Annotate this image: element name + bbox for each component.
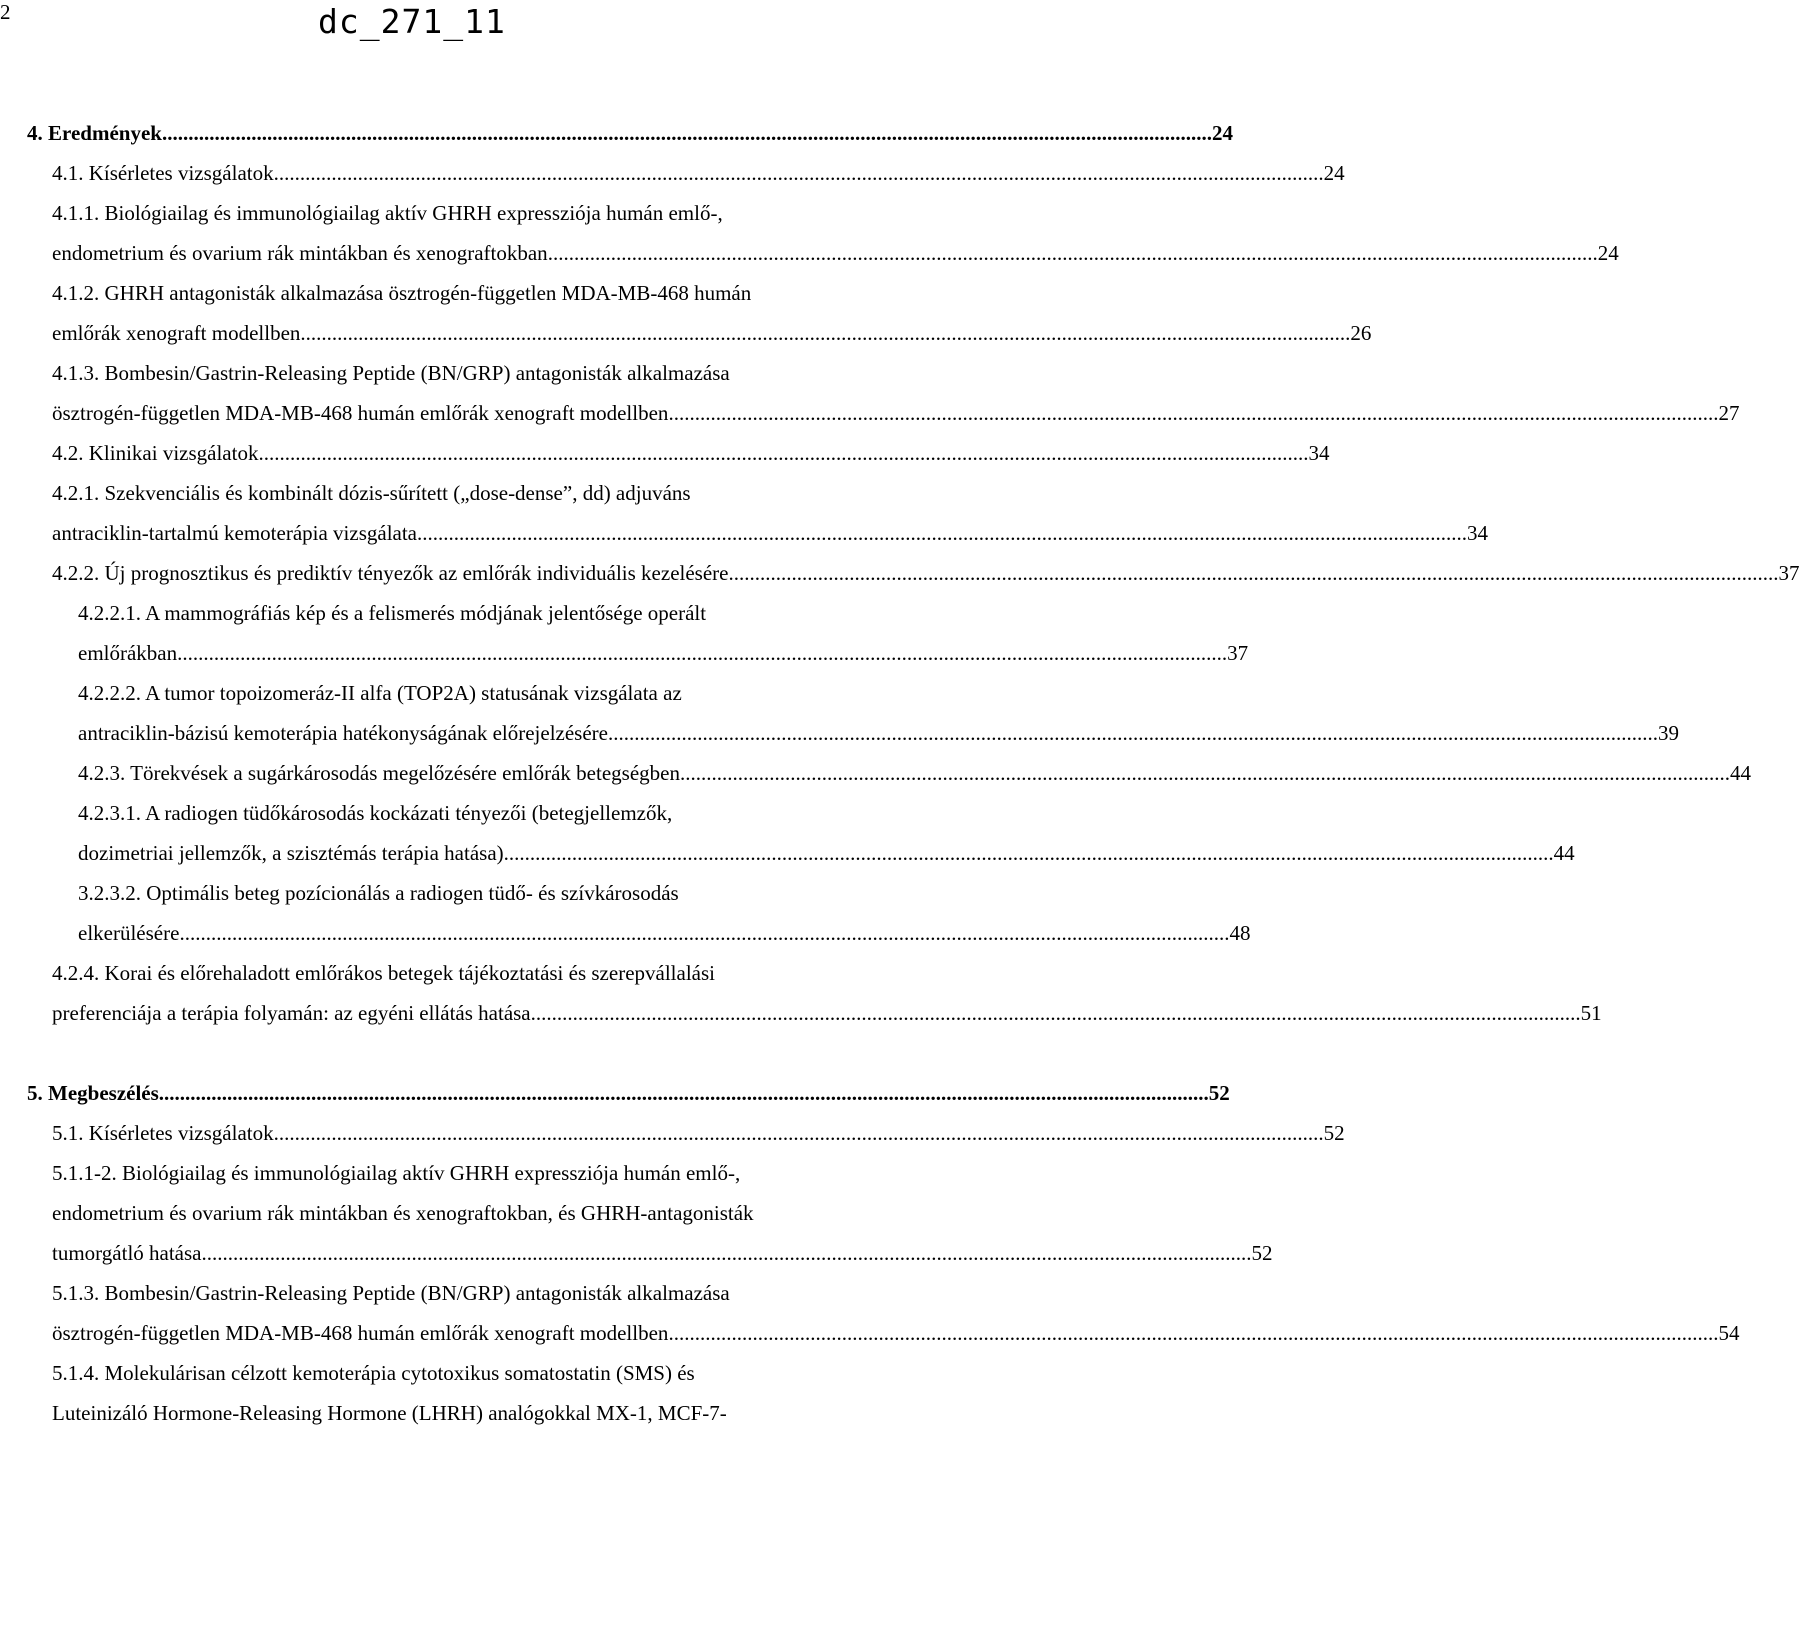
- page-number: 2: [0, 0, 11, 24]
- toc-leader-dots: ........................................................................................................................................................................................................: [273, 1121, 1324, 1145]
- toc-entry-title: ösztrogén-független MDA-MB-468 humán emlőrák xenograft modellben: [52, 401, 669, 425]
- toc-entry-title: tumorgátló hatása: [52, 1241, 202, 1265]
- toc-leader-dots: ........................................................................................................................................................................................................: [530, 1001, 1581, 1025]
- toc-page-number: 24: [1211, 121, 1233, 145]
- toc-entry-title: 4.1.1. Biológiailag és immunológiailag aktív GHRH expressziója humán emlő-,: [52, 201, 723, 225]
- toc-entry[interactable]: [52, 518, 1488, 548]
- toc-entry-title: elkerülésére: [78, 921, 180, 945]
- toc-leader-dots: ........................................................................................................................................................................................................: [607, 721, 1658, 745]
- toc-page-number: 44: [1553, 841, 1575, 865]
- toc-entry[interactable]: [27, 118, 1233, 148]
- toc-entry-title: 4.2.3. Törekvések a sugárkárosodás megelőzésére emlőrák betegségben: [78, 761, 680, 785]
- toc-entry-title: 4.2.4. Korai és előrehaladott emlőrákos betegek tájékoztatási és szerepvállalási: [52, 961, 715, 985]
- toc-page-number: 24: [1323, 161, 1345, 185]
- toc-entry-title: antraciklin-tartalmú kemoterápia vizsgálata: [52, 521, 417, 545]
- toc-entry-title: emlőrákban: [78, 641, 178, 665]
- toc-leader-dots: ........................................................................................................................................................................................................: [668, 401, 1719, 425]
- toc-entry[interactable]: [52, 198, 910, 228]
- toc-entry[interactable]: [52, 1398, 910, 1428]
- toc-entry-title: Luteinizáló Hormone-Releasing Hormone (LHRH) analógokkal MX-1, MCF-7-: [52, 1401, 727, 1425]
- toc-entry[interactable]: [52, 318, 1372, 348]
- toc-entry-title: dozimetriai jellemzők, a szisztémás terápia hatása): [78, 841, 504, 865]
- toc-entry-title: 5.1. Kísérletes vizsgálatok: [52, 1121, 274, 1145]
- toc-entry-title: 4.2.1. Szekvenciális és kombinált dózis-sűrített („dose-dense”, dd) adjuváns: [52, 481, 691, 505]
- toc-entry[interactable]: [52, 1278, 910, 1308]
- toc-entry[interactable]: [52, 1118, 1345, 1148]
- toc-entry[interactable]: [52, 478, 910, 508]
- toc-page-number: 48: [1229, 921, 1251, 945]
- toc-entry[interactable]: [27, 1078, 1230, 1108]
- toc-leader-dots: ........................................................................................................................................................................................................: [177, 641, 1228, 665]
- toc-entry-title: endometrium és ovarium rák mintákban és xenograftokban, és GHRH-antagonisták: [52, 1201, 754, 1225]
- toc-leader-dots: ........................................................................................................................................................................................................: [300, 321, 1351, 345]
- toc-leader-dots: ........................................................................................................................................................................................................: [179, 921, 1230, 945]
- toc-page-number: 34: [1308, 441, 1330, 465]
- toc-entry-title: 4.2.2.2. A tumor topoizomeráz-II alfa (TOP2A) statusának vizsgálata az: [78, 681, 682, 705]
- toc-page-number: 44: [1729, 761, 1751, 785]
- toc-leader-dots: ........................................................................................................................................................................................................: [273, 161, 1324, 185]
- toc-page-number: 24: [1597, 241, 1619, 265]
- toc-entry-title: endometrium és ovarium rák mintákban és xenograftokban: [52, 241, 548, 265]
- toc-entry[interactable]: [78, 918, 1251, 948]
- toc-entry-title: 4. Eredmények: [27, 121, 162, 145]
- toc-leader-dots: ........................................................................................................................................................................................................: [201, 1241, 1252, 1265]
- toc-leader-dots: ........................................................................................................................................................................................................: [258, 441, 1309, 465]
- toc-page-number: 37: [1778, 561, 1799, 585]
- toc-entry[interactable]: [78, 678, 910, 708]
- toc-entry[interactable]: [52, 558, 1799, 588]
- toc-entry[interactable]: [52, 358, 910, 388]
- toc-leader-dots: ........................................................................................................................................................................................................: [503, 841, 1554, 865]
- toc-entry[interactable]: [52, 1358, 910, 1388]
- toc-leader-dots: ........................................................................................................................................................................................................: [668, 1321, 1719, 1345]
- toc-entry[interactable]: [78, 878, 910, 908]
- toc-page-number: 27: [1718, 401, 1740, 425]
- toc-entry[interactable]: [78, 798, 910, 828]
- toc-entry-title: 5.1.4. Molekulárisan célzott kemoterápia cytotoxikus somatostatin (SMS) és: [52, 1361, 695, 1385]
- toc-entry[interactable]: [78, 758, 1751, 788]
- toc-entry[interactable]: [52, 278, 910, 308]
- toc-leader-dots: ........................................................................................................................................................................................................: [547, 241, 1598, 265]
- toc-leader-dots: ........................................................................................................................................................................................................: [158, 1081, 1209, 1105]
- toc-entry-title: ösztrogén-független MDA-MB-468 humán emlőrák xenograft modellben: [52, 1321, 669, 1345]
- toc-entry-title: 4.2.2.1. A mammográfiás kép és a felismerés módjának jelentősége operált: [78, 601, 707, 625]
- toc-entry[interactable]: [52, 158, 1345, 188]
- toc-leader-dots: ........................................................................................................................................................................................................: [679, 761, 1730, 785]
- toc-entry[interactable]: [52, 438, 1330, 468]
- toc-entry[interactable]: [52, 1198, 910, 1228]
- toc-page-number: 34: [1467, 521, 1488, 545]
- toc-page-number: 52: [1208, 1081, 1230, 1105]
- toc-entry-title: emlőrák xenograft modellben: [52, 321, 301, 345]
- toc-entry-title: 3.2.3.2. Optimális beteg pozícionálás a radiogen tüdő- és szívkárosodás: [78, 881, 679, 905]
- toc-entry-title: 4.2.3.1. A radiogen tüdőkárosodás kockázati tényezői (betegjellemzők,: [78, 801, 673, 825]
- toc-entry-title: 5. Megbeszélés: [27, 1081, 159, 1105]
- toc-entry[interactable]: [52, 1158, 910, 1188]
- toc-entry[interactable]: [78, 638, 1249, 668]
- toc-leader-dots: ........................................................................................................................................................................................................: [728, 561, 1779, 585]
- toc-entry-title: 4.2.2. Új prognosztikus és prediktív tényezők az emlőrák individuális kezelésére: [52, 561, 729, 585]
- toc-entry[interactable]: [52, 398, 1740, 428]
- toc-entry[interactable]: [52, 998, 1602, 1028]
- toc-entry-title: 4.1.3. Bombesin/Gastrin-Releasing Peptide (BN/GRP) antagonisták alkalmazása: [52, 361, 730, 385]
- toc-page-number: 52: [1251, 1241, 1273, 1265]
- toc-page-number: 37: [1227, 641, 1249, 665]
- document-id: dc_271_11: [318, 2, 506, 41]
- toc-entry[interactable]: [52, 238, 1619, 268]
- toc-entry[interactable]: [78, 718, 1679, 748]
- toc-entry[interactable]: [52, 1238, 1273, 1268]
- toc-entry-title: 4.2. Klinikai vizsgálatok: [52, 441, 259, 465]
- toc-entry[interactable]: [78, 838, 1575, 868]
- toc-entry-title: 5.1.1-2. Biológiailag és immunológiailag aktív GHRH expressziója humán emlő-,: [52, 1161, 741, 1185]
- toc-page-number: 39: [1657, 721, 1679, 745]
- toc-leader-dots: ........................................................................................................................................................................................................: [417, 521, 1467, 545]
- toc-entry-title: 4.1.2. GHRH antagonisták alkalmazása ösztrogén-független MDA-MB-468 humán: [52, 281, 752, 305]
- toc-entry-title: preferenciája a terápia folyamán: az egyéni ellátás hatása: [52, 1001, 531, 1025]
- toc-entry[interactable]: [52, 1318, 1740, 1348]
- toc-page-number: 51: [1580, 1001, 1602, 1025]
- toc-entry-title: antraciklin-bázisú kemoterápia hatékonyságának előrejelzésére: [78, 721, 608, 745]
- toc-page-number: 26: [1350, 321, 1372, 345]
- toc-entry-title: 4.1. Kísérletes vizsgálatok: [52, 161, 274, 185]
- toc-page-number: 52: [1323, 1121, 1345, 1145]
- toc-page-number: 54: [1718, 1321, 1740, 1345]
- toc-entry[interactable]: [78, 598, 910, 628]
- toc-leader-dots: ........................................................................................................................................................................................................: [161, 121, 1212, 145]
- toc-entry-title: 5.1.3. Bombesin/Gastrin-Releasing Peptide (BN/GRP) antagonisták alkalmazása: [52, 1281, 730, 1305]
- toc-entry[interactable]: [52, 958, 910, 988]
